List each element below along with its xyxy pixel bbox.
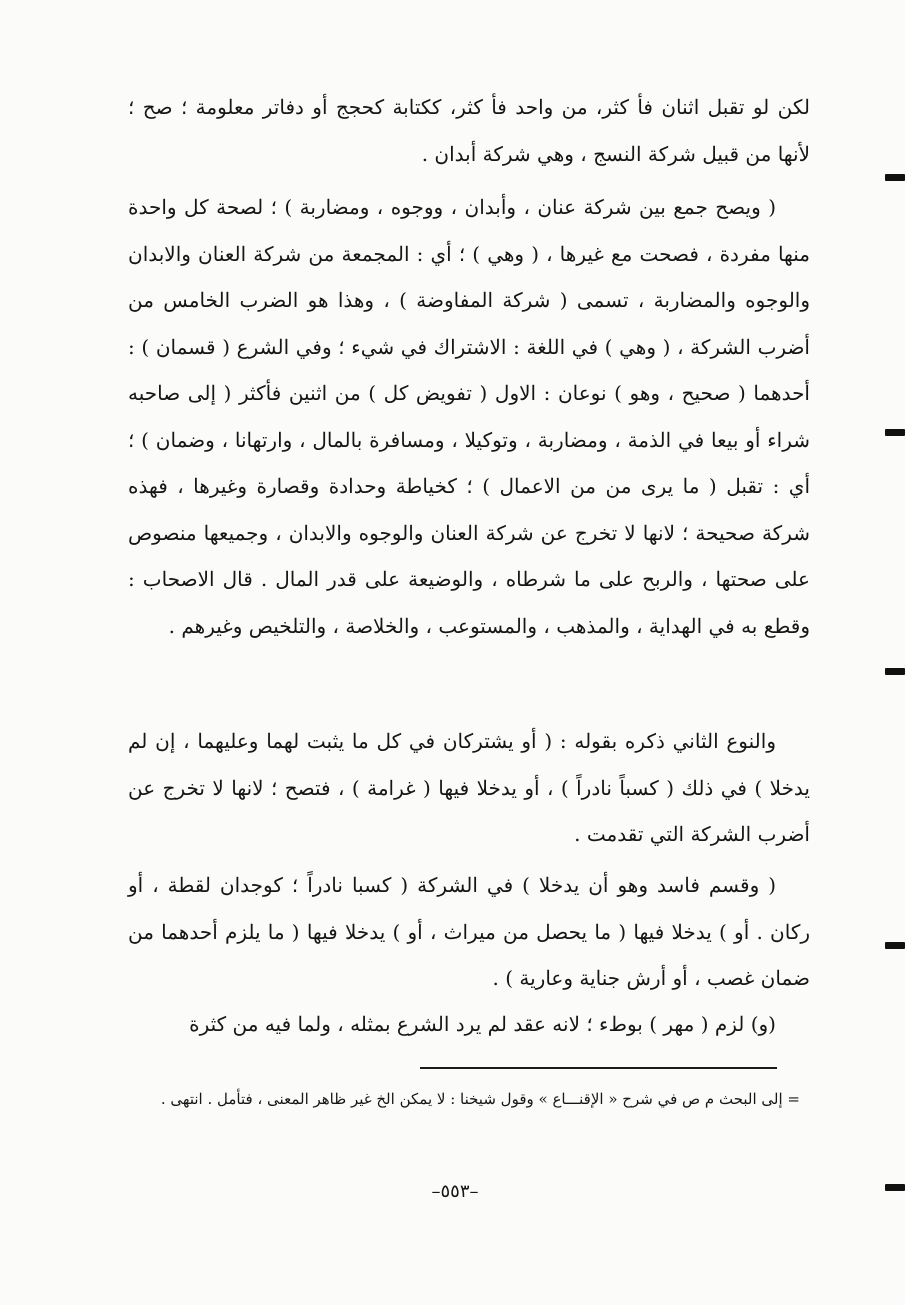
- footnote-text: = إلى البحث م ص في شرح « الإقنـــاع » وقول شيخنا : لا يمكن الخ غير ظاهر المعنى ، فتأمل . انتهى .: [160, 1090, 800, 1108]
- footnote-separator: [420, 1067, 777, 1069]
- margin-ink-mark: [885, 429, 905, 436]
- margin-ink-mark: [885, 174, 905, 181]
- margin-ink-mark: [885, 668, 905, 675]
- paragraph-2: ( ويصح جمع بين شركة عنان ، وأبدان ، ووجوه ، ومضاربة ) ؛ لصحة كل واحدة منها مفردة ، فصحت مع غيرها ، ( وهي ) ؛ أي : المجمعة من شركة العنان والابدان والوجوه والمضاربة ، تسمى ( شركة المفاوضة ) ، وهذا هو الضرب الخامس من أضرب الشركة ، ( وهي ) في اللغة : الاشتراك في شيء ؛ وفي الشرع ( قسمان ) : أحدهما ( صحيح ، وهو ) نوعان : الاول ( تفويض كل ) من اثنين فأكثر ( إلى صاحبه شراء أو بيعا في الذمة ، ومضاربة ، وتوكيلا ، ومسافرة بالمال ، وارتهانا ، وضمان ) ؛ أي : تقبل ( ما يرى من من الاعمال ) ؛ كخياطة وحدادة وقصارة وغيرها ، فهذه شركة صحيحة ؛ لانها لا تخرج عن شركة العنان والوجوه والابدان ، وجميعها منصوص على صحتها ، والربح على ما شرطاه ، والوضيعة على قدر المال . قال الاصحاب : وقطع به في الهداية ، والمذهب ، والمستوعب ، والخلاصة ، والتلخيص وغيرهم .: [128, 195, 810, 638]
- margin-ink-mark: [885, 942, 905, 949]
- margin-ink-mark: [885, 1184, 905, 1191]
- paragraph-5: (و) لزم ( مهر ) بوطء ؛ لانه عقد لم يرد الشرع بمثله ، ولما فيه من كثرة: [189, 1012, 776, 1036]
- paragraph-4: ( وقسم فاسد وهو أن يدخلا ) في الشركة ( كسبا نادراً ؛ كوجدان لقطة ، أو ركان . أو ) يدخلا فيها ( ما يحصل من ميراث ، أو ) يدخلا فيها ( ما يلزم أحدهما من ضمان غصب ، أو أرش جناية وعارية ) .: [128, 873, 810, 990]
- page-number: –٥٥٣–: [431, 1181, 479, 1202]
- paragraph-1: لكن لو تقبل اثنان فأ كثر، من واحد فأ كثر، ككتابة كحجج أو دفاتر معلومة ؛ صح ؛ لأنها من قبيل شركة النسج ، وهي شركة أبدان .: [128, 95, 810, 166]
- paragraph-3: والنوع الثاني ذكره بقوله : ( أو يشتركان في كل ما يثبت لهما وعليهما ، إن لم يدخلا ) في ذلك ( كسباً نادراً ) ، أو يدخلا فيها ( غرامة ) ، فتصح ؛ لانها لا تخرج عن أضرب الشركة التي تقدمت .: [128, 729, 810, 846]
